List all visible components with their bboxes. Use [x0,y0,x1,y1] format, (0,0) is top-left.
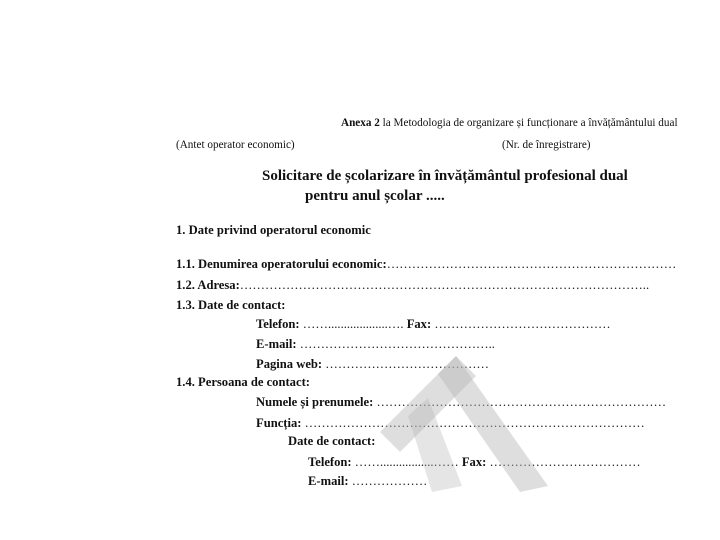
field-blank: ……………………………… [489,455,641,469]
field-blank: …………………………………………………………………………………….. [239,278,650,292]
field-label: E-mail: [308,474,349,488]
field-blank: …………………………………… [434,317,611,331]
field-label: Fax: [461,455,487,469]
field-blank: …………………………………………………………… [386,257,677,271]
field-blank: ……………… [351,474,428,488]
document-subtitle: pentru anul școlar ..... [305,188,445,204]
annex-number: Anexa 2 [341,117,380,129]
field-blank: ……………………………………………………………………… [304,416,645,430]
document-title: Solicitare de școlarizare în învățământul profesional dual [262,168,628,184]
field-blank: …….................…… [354,455,459,469]
field-label: 1.2. Adresa: [176,278,240,292]
field-blank: ……………………………………….. [299,337,495,351]
contact-details-heading: 1.3. Date de contact: [176,298,286,312]
field-label: Telefon: [308,455,352,469]
field-label: Fax: [406,317,432,331]
field-label: Telefon: [256,317,300,331]
contact-person-heading: 1.4. Persoana de contact: [176,375,310,389]
annex-description: la Metodologia de organizare și funcționare a învățământului dual [379,117,678,129]
company-letterhead-placeholder: (Antet operator economic) [176,139,295,151]
person-contact-heading: Date de contact: [288,434,376,448]
section-heading: 1. Date privind operatorul economic [176,223,371,237]
field-blank: ………………………………… [325,357,489,371]
registration-number-placeholder: (Nr. de înregistrare) [502,139,591,151]
field-label: Pagina web: [256,357,323,371]
field-blank: ……...................…. [302,317,404,331]
field-label: 1.1. Denumirea operatorului economic: [176,257,387,271]
field-blank: …………………………………………………………… [376,395,667,409]
field-label: Funcția: [256,416,302,430]
field-label: Numele și prenumele: [256,395,374,409]
field-label: E-mail: [256,337,297,351]
